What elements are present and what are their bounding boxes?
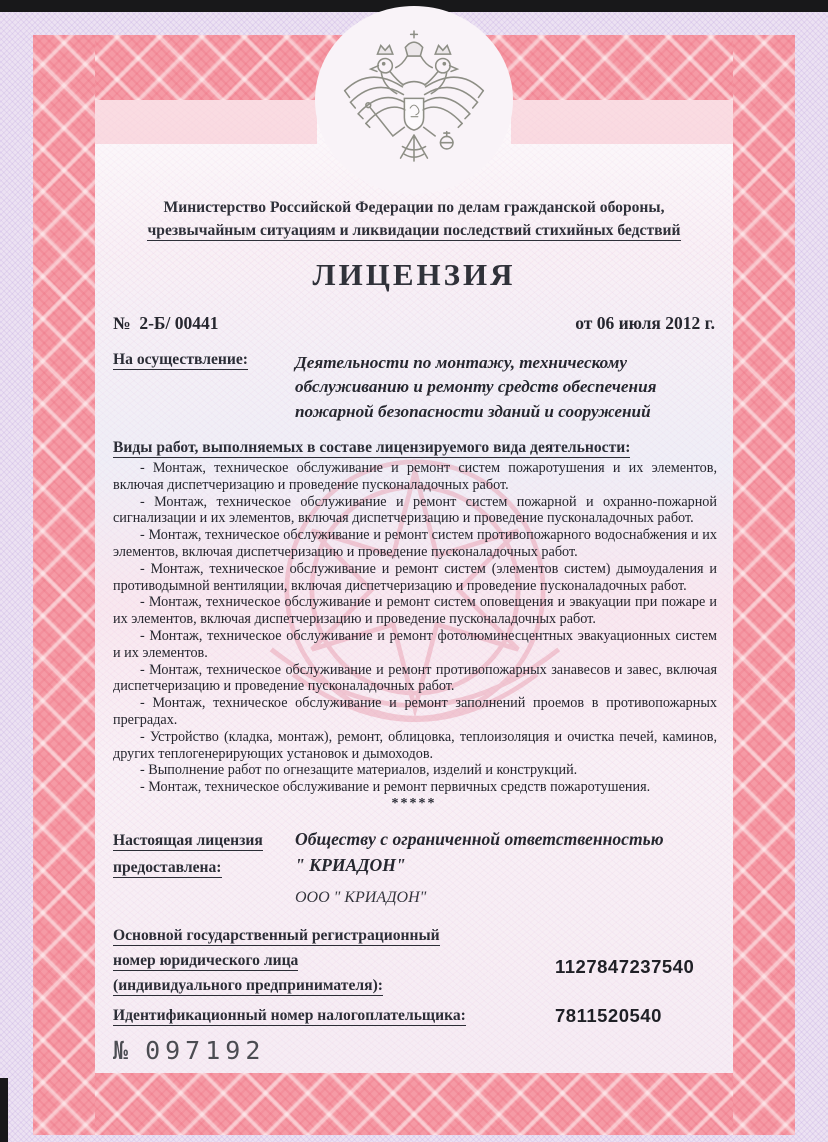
work-item: - Монтаж, техническое обслуживание и ремонт систем оповещения и эвакуации при пожаре и их элементов, включая диспетчеризацию и проведение пусконаладочных работ. bbox=[113, 594, 717, 628]
ogrn-value: 1127847237540 bbox=[555, 956, 695, 977]
inn-section bbox=[113, 1007, 715, 1025]
work-item: - Монтаж, техническое обслуживание и ремонт систем противопожарного водоснабжения и их элементов, включая диспетчеризацию и проведение пусконаладочных работ. bbox=[113, 527, 717, 560]
work-item: - Монтаж, техническое обслуживание и ремонт фотолюминесцентных эвакуационных систем и их элементов. bbox=[113, 627, 717, 661]
coat-of-arms-eagle-icon bbox=[337, 26, 491, 192]
inn-label: Идентификационный номер налогоплательщика: bbox=[113, 1007, 466, 1024]
works-heading: Виды работ, выполняемых в составе лицензируемого вида деятельности: bbox=[113, 439, 631, 456]
ministry-line2: чрезвычайным ситуациям и ликвидации последствий стихийных бедствий bbox=[147, 221, 681, 239]
license-number: № 2-Б/ 00441 bbox=[113, 313, 219, 333]
ogrn-section bbox=[113, 923, 715, 998]
work-item: - Монтаж, техническое обслуживание и ремонт заполнений проемов в противопожарных преградах. bbox=[113, 695, 717, 728]
work-item: - Монтаж, техническое обслуживание и ремонт первичных средств пожаротушения. bbox=[140, 779, 651, 796]
license-date: от 06 июля 2012 г. bbox=[575, 313, 715, 333]
scan-edge-bottom-left bbox=[0, 1078, 8, 1142]
grantee-name-line1: Обществу с ограниченной ответственностью bbox=[295, 829, 664, 849]
ministry-line1: Министерство Российской Федерации по делам гражданской обороны, bbox=[163, 199, 665, 216]
blank-number-sign: № bbox=[113, 1036, 132, 1065]
grantee-label-line2: предоставлена: bbox=[113, 859, 222, 876]
purpose-text: Деятельности по монтажу, техническому обслуживанию и ремонту средств обеспечения пожарной безопасности зданий и сооружений bbox=[295, 353, 657, 421]
ogrn-label-line1: Основной государственный регистрационный bbox=[113, 927, 440, 944]
work-item: - Выполнение работ по огнезащите материалов, изделий и конструкций. bbox=[140, 762, 578, 779]
license-number-row bbox=[113, 313, 715, 334]
works-list bbox=[113, 460, 717, 796]
guilloche-border-bottom bbox=[33, 1073, 795, 1135]
stars-separator: ***** bbox=[391, 796, 437, 811]
blank-number-digits: 097192 bbox=[145, 1036, 266, 1065]
grantee-label-line1: Настоящая лицензия bbox=[113, 832, 263, 849]
guilloche-border-right bbox=[733, 35, 795, 1135]
inn-value: 7811520540 bbox=[555, 1005, 662, 1026]
work-item: - Монтаж, техническое обслуживание и ремонт систем пожаротушения и их элементов, включая диспетчеризацию и проведение пусконаладочных работ. bbox=[113, 460, 717, 493]
border-shadow-band-right bbox=[511, 100, 733, 144]
ogrn-label-line2: номер юридического лица bbox=[113, 952, 299, 969]
ministry-header bbox=[113, 197, 715, 242]
guilloche-border-left bbox=[33, 35, 95, 1135]
grantee-short-name: ООО " КРИАДОН" bbox=[295, 889, 427, 906]
work-item: - Монтаж, техническое обслуживание и ремонт систем (элементов систем) дымоудаления и противодымной вентиляции, включая диспетчеризацию и проведение пусконаладочных работ. bbox=[113, 560, 717, 594]
work-item: - Монтаж, техническое обслуживание и ремонт противопожарных занавесов и завес, включая диспетчеризацию и проведение пусконаладочных работ. bbox=[113, 661, 717, 695]
work-item: - Монтаж, техническое обслуживание и ремонт систем пожарной и охранно-пожарной сигнализации и их элементов, включая диспетчеризацию и проведение пусконаладочных работ. bbox=[113, 493, 717, 527]
purpose-label: На осуществление: bbox=[113, 351, 248, 368]
purpose-section bbox=[113, 351, 715, 424]
blank-number bbox=[113, 1036, 265, 1065]
grantee-name-line2: " КРИАДОН" bbox=[295, 854, 406, 875]
page-title: ЛИЦЕНЗИЯ bbox=[312, 257, 516, 292]
ogrn-label-line3: (индивидуального предпринимателя): bbox=[113, 977, 383, 994]
grantee-section bbox=[113, 827, 715, 907]
work-item: - Устройство (кладка, монтаж), ремонт, облицовка, теплоизоляция и очистка печей, каминов, других теплогенерирующих установок и дымоходов. bbox=[113, 728, 717, 762]
border-shadow-band-left bbox=[95, 100, 317, 144]
